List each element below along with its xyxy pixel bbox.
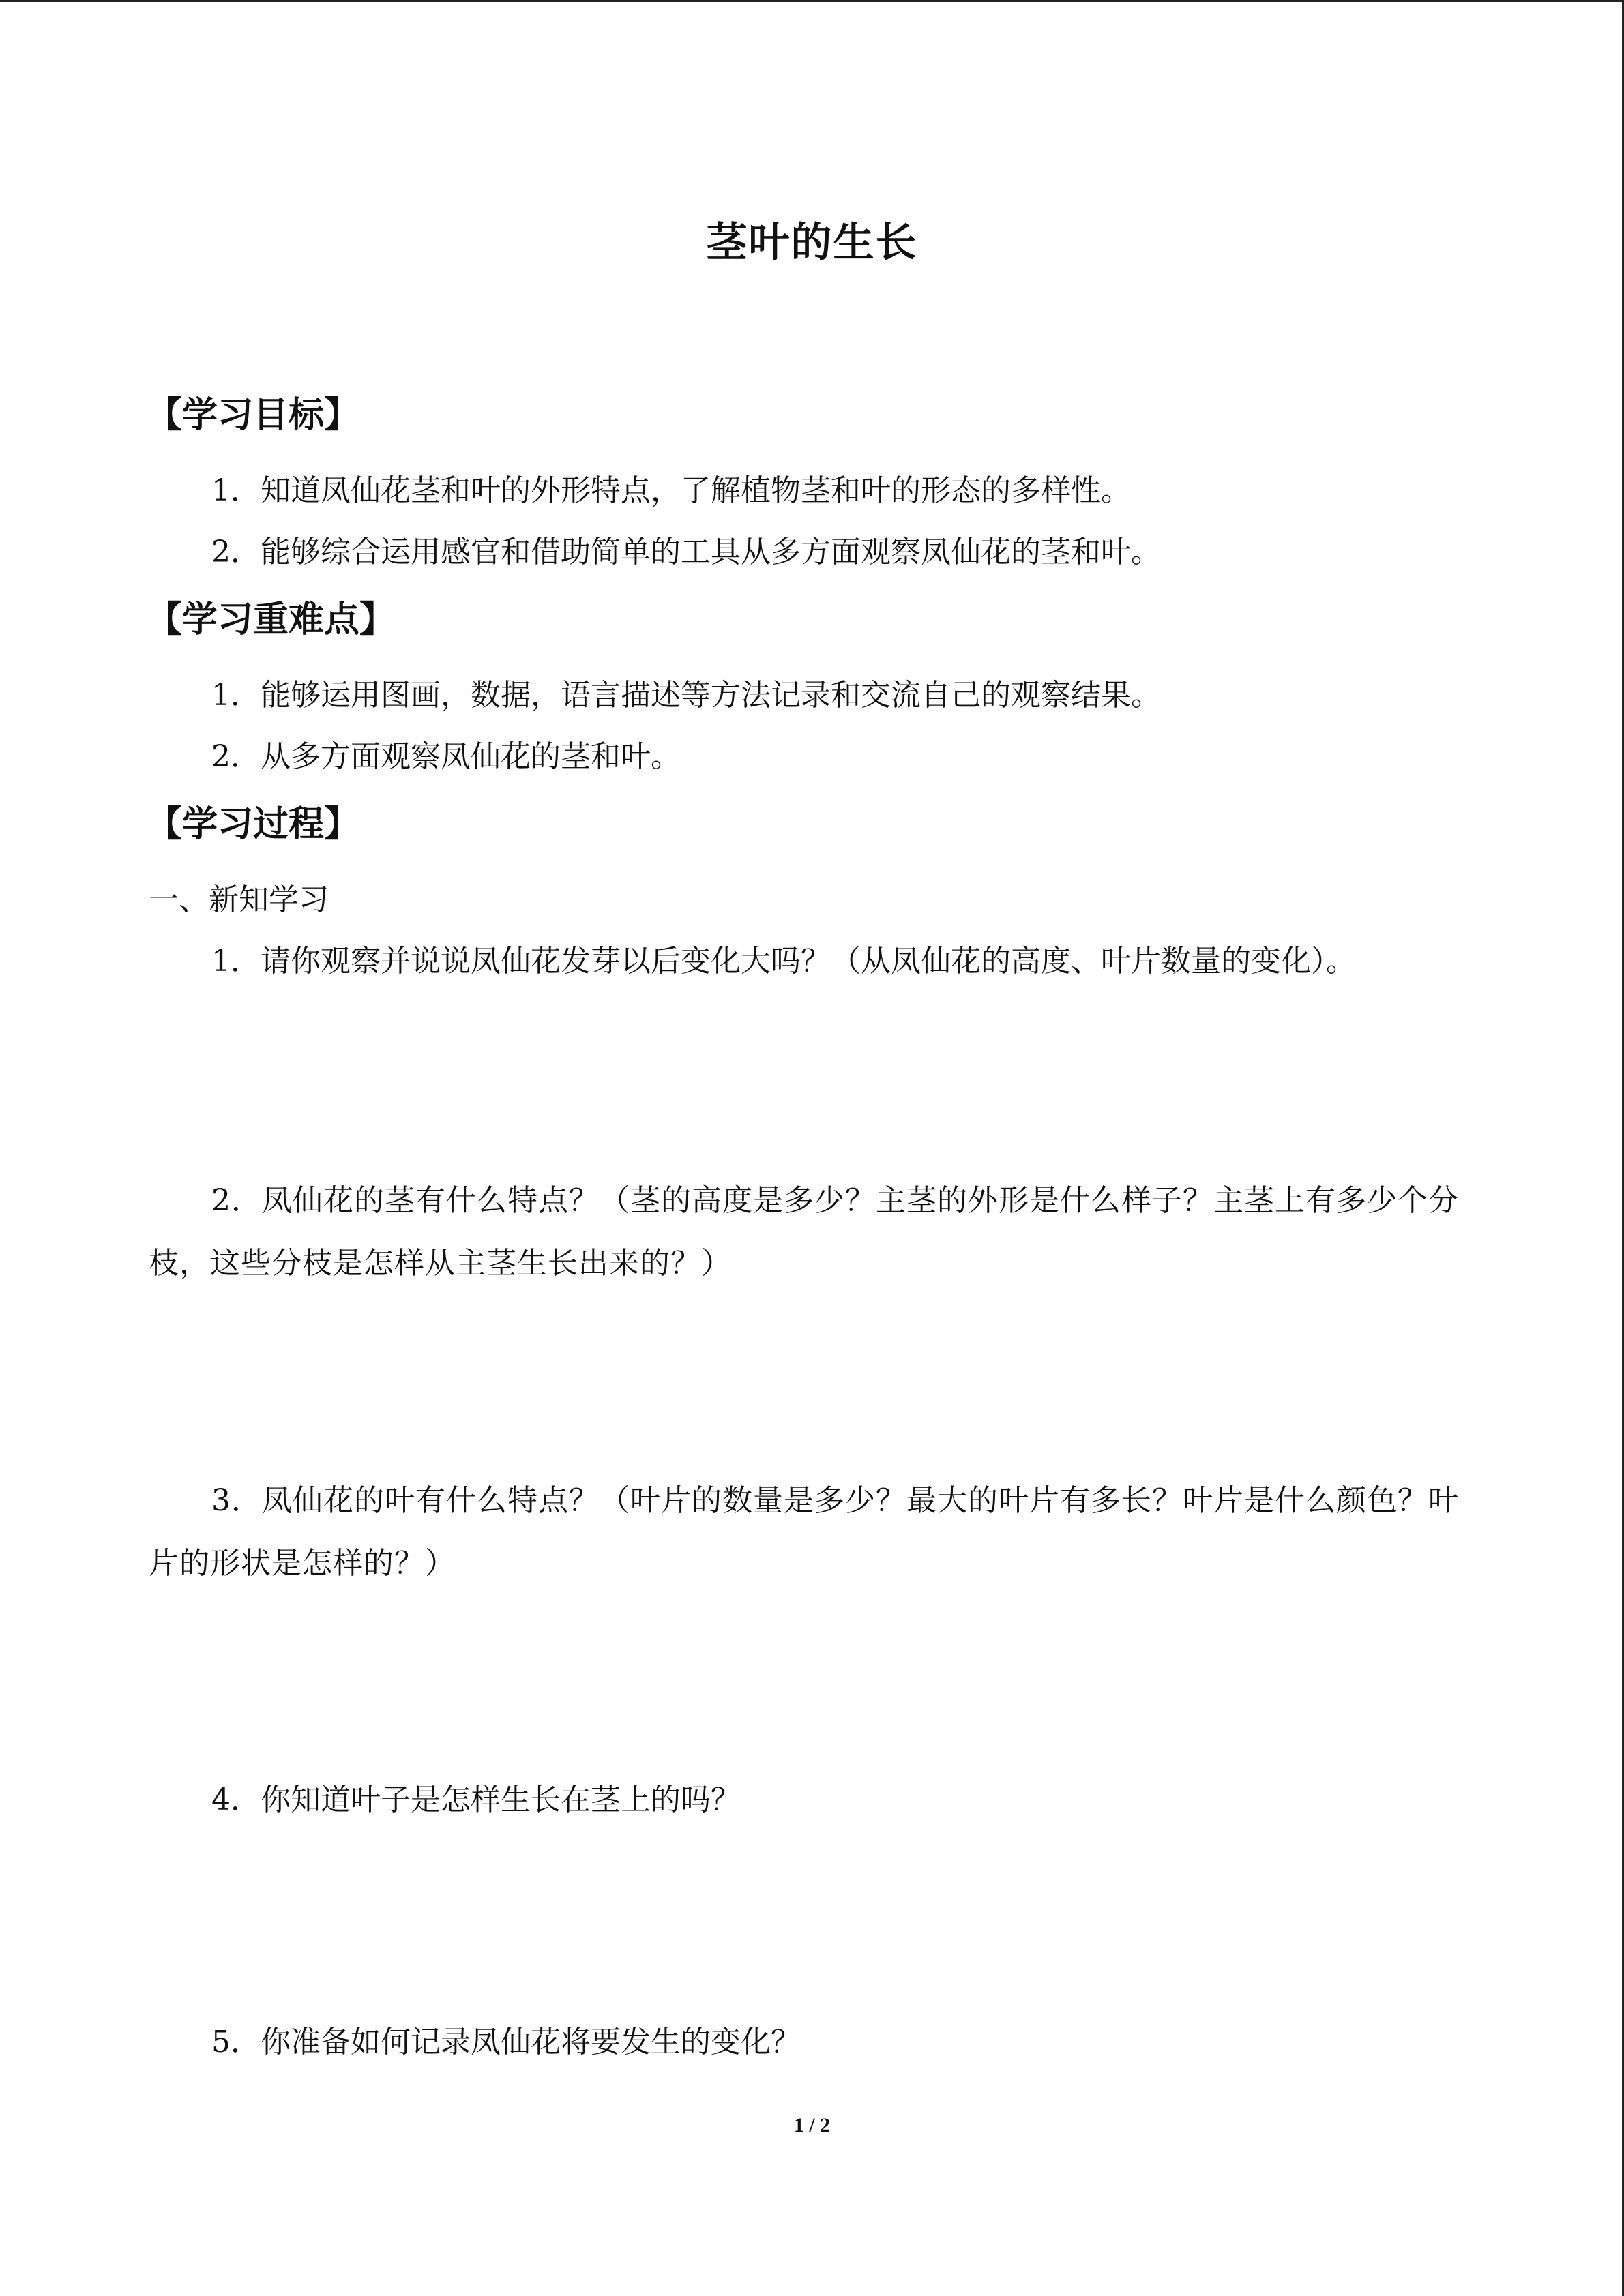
question-2: 2．凤仙花的茎有什么特点？（茎的高度是多少？主茎的外形是什么样子？主茎上有多少个分枝，这些分枝是怎样从主茎生长出来的？） [149, 1183, 1459, 1281]
key-point-item-1: 1．能够运用图画，数据，语言描述等方法记录和交流自己的观察结果。 [211, 678, 1161, 713]
question-3: 3．凤仙花的叶有什么特点？（叶片的数量是多少？最大的叶片有多长？叶片是什么颜色？叶片的形状是怎样的？） [149, 1483, 1459, 1581]
goal-item-1: 1．知道凤仙花茎和叶的外形特点，了解植物茎和叶的形态的多样性。 [211, 473, 1131, 508]
question-1: 1．请你观察并说说凤仙花发芽以后变化大吗？（从凤仙花的高度、叶片数量的变化）。 [211, 944, 1356, 979]
document-title: 茎叶的生长 [706, 219, 918, 267]
goal-item-2: 2．能够综合运用感官和借助简单的工具从多方面观察凤仙花的茎和叶。 [211, 535, 1161, 569]
page-top-border [0, 0, 1624, 2]
goals-heading: 【学习目标】 [147, 395, 360, 436]
question-5: 5．你准备如何记录凤仙花将要发生的变化？ [211, 2025, 801, 2059]
process-subheading: 一、新知学习 [149, 882, 329, 917]
process-heading: 【学习过程】 [147, 804, 360, 845]
question-4: 4．你知道叶子是怎样生长在茎上的吗？ [211, 1783, 741, 1817]
key-point-item-2: 2．从多方面观察凤仙花的茎和叶。 [211, 739, 681, 774]
key-points-heading: 【学习重难点】 [147, 599, 396, 640]
page-number: 1 / 2 [793, 2114, 831, 2136]
